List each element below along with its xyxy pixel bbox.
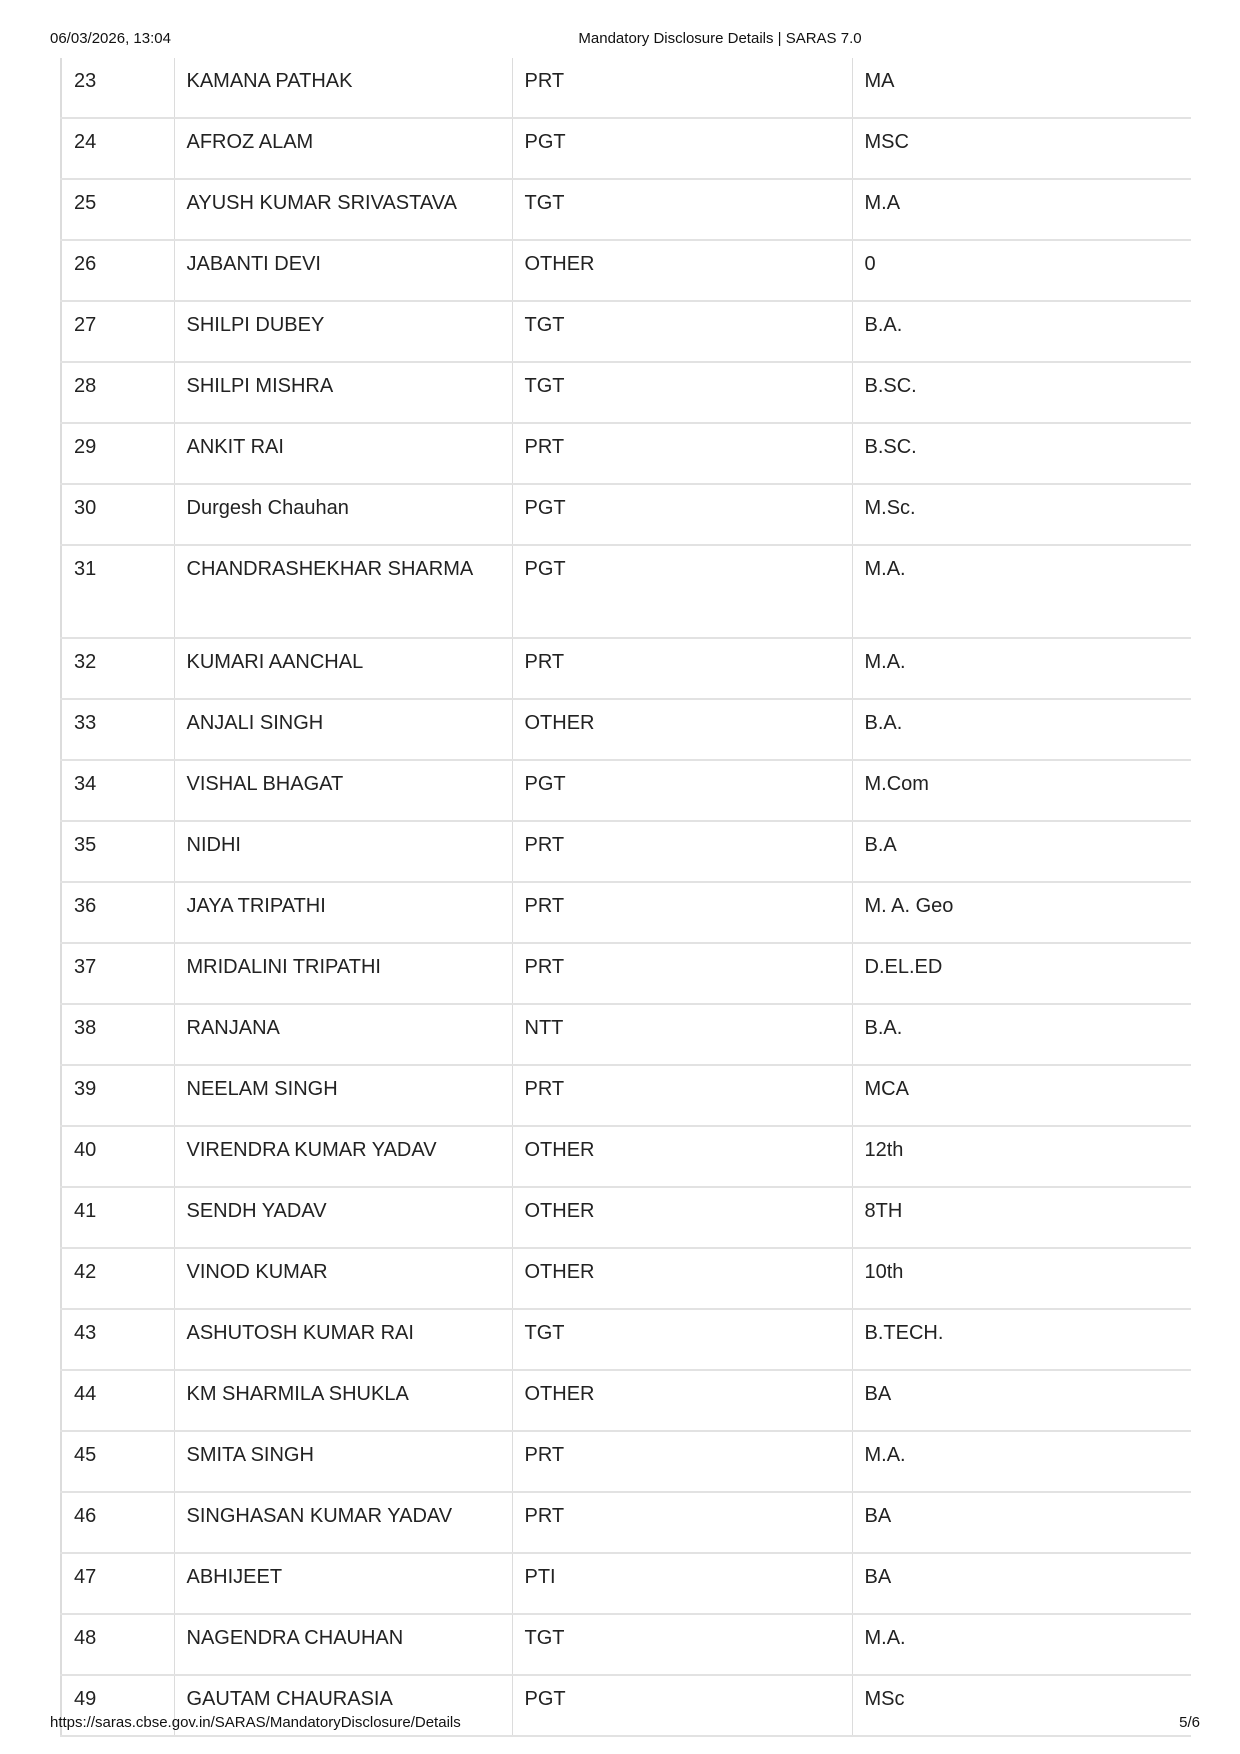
- cell-qualification: M.Sc.: [852, 484, 1191, 545]
- cell-name: NIDHI: [174, 821, 512, 882]
- staff-table: [60, 58, 1191, 1737]
- cell-designation: OTHER: [512, 1126, 852, 1187]
- cell-designation: TGT: [512, 362, 852, 423]
- cell-qualification: MA: [852, 58, 1191, 118]
- cell-sno: 30: [61, 484, 174, 545]
- cell-sno: 26: [61, 240, 174, 301]
- table-row: [61, 118, 1191, 179]
- cell-name: JABANTI DEVI: [174, 240, 512, 301]
- table-row: [61, 699, 1191, 760]
- cell-designation: TGT: [512, 179, 852, 240]
- table-row: [61, 1309, 1191, 1370]
- table-row: [61, 545, 1191, 638]
- cell-name: ANKIT RAI: [174, 423, 512, 484]
- table-row: [61, 943, 1191, 1004]
- table-row: [61, 1370, 1191, 1431]
- table-row: [61, 1004, 1191, 1065]
- table-row: [61, 882, 1191, 943]
- cell-qualification: B.SC.: [852, 362, 1191, 423]
- cell-name: NEELAM SINGH: [174, 1065, 512, 1126]
- cell-sno: 47: [61, 1553, 174, 1614]
- table-row: [61, 1614, 1191, 1675]
- cell-qualification: 12th: [852, 1126, 1191, 1187]
- cell-sno: 43: [61, 1309, 174, 1370]
- cell-designation: NTT: [512, 1004, 852, 1065]
- cell-designation: OTHER: [512, 1370, 852, 1431]
- cell-designation: PRT: [512, 1492, 852, 1553]
- staff-table-container: [60, 58, 1190, 1737]
- table-row: [61, 638, 1191, 699]
- cell-sno: 38: [61, 1004, 174, 1065]
- cell-qualification: M.Com: [852, 760, 1191, 821]
- cell-sno: 49: [61, 1675, 174, 1736]
- cell-designation: PRT: [512, 1431, 852, 1492]
- cell-name: AFROZ ALAM: [174, 118, 512, 179]
- cell-sno: 36: [61, 882, 174, 943]
- print-url: https://saras.cbse.gov.in/SARAS/MandatoryDisclosure/Details: [50, 1714, 461, 1731]
- cell-name: VIRENDRA KUMAR YADAV: [174, 1126, 512, 1187]
- cell-designation: PGT: [512, 118, 852, 179]
- cell-name: ABHIJEET: [174, 1553, 512, 1614]
- cell-qualification: 10th: [852, 1248, 1191, 1309]
- cell-name: KUMARI AANCHAL: [174, 638, 512, 699]
- cell-qualification: M. A. Geo: [852, 882, 1191, 943]
- cell-name: ANJALI SINGH: [174, 699, 512, 760]
- print-page-title: Mandatory Disclosure Details | SARAS 7.0: [578, 30, 862, 47]
- staff-table-body: [61, 58, 1191, 1736]
- cell-qualification: MSc: [852, 1675, 1191, 1736]
- cell-sno: 41: [61, 1187, 174, 1248]
- cell-qualification: M.A.: [852, 1614, 1191, 1675]
- cell-sno: 44: [61, 1370, 174, 1431]
- cell-name: SHILPI DUBEY: [174, 301, 512, 362]
- cell-name: SHILPI MISHRA: [174, 362, 512, 423]
- cell-sno: 42: [61, 1248, 174, 1309]
- cell-qualification: D.EL.ED: [852, 943, 1191, 1004]
- cell-qualification: B.A: [852, 821, 1191, 882]
- cell-designation: TGT: [512, 1309, 852, 1370]
- cell-sno: 37: [61, 943, 174, 1004]
- cell-designation: OTHER: [512, 1187, 852, 1248]
- cell-sno: 23: [61, 58, 174, 118]
- cell-sno: 48: [61, 1614, 174, 1675]
- cell-name: NAGENDRA CHAUHAN: [174, 1614, 512, 1675]
- cell-designation: TGT: [512, 1614, 852, 1675]
- cell-name: VINOD KUMAR: [174, 1248, 512, 1309]
- cell-designation: PGT: [512, 545, 852, 638]
- cell-sno: 39: [61, 1065, 174, 1126]
- cell-qualification: BA: [852, 1370, 1191, 1431]
- table-row: [61, 1431, 1191, 1492]
- cell-qualification: B.TECH.: [852, 1309, 1191, 1370]
- cell-sno: 28: [61, 362, 174, 423]
- cell-designation: PRT: [512, 943, 852, 1004]
- table-row: [61, 58, 1191, 118]
- cell-name: MRIDALINI TRIPATHI: [174, 943, 512, 1004]
- print-page-number: 5/6: [1179, 1714, 1200, 1731]
- cell-sno: 32: [61, 638, 174, 699]
- cell-qualification: B.A.: [852, 699, 1191, 760]
- cell-sno: 27: [61, 301, 174, 362]
- cell-designation: PRT: [512, 638, 852, 699]
- cell-qualification: 8TH: [852, 1187, 1191, 1248]
- table-row: [61, 1248, 1191, 1309]
- cell-designation: OTHER: [512, 240, 852, 301]
- cell-name: Durgesh Chauhan: [174, 484, 512, 545]
- cell-designation: OTHER: [512, 699, 852, 760]
- cell-name: KAMANA PATHAK: [174, 58, 512, 118]
- cell-name: ASHUTOSH KUMAR RAI: [174, 1309, 512, 1370]
- table-row: [61, 484, 1191, 545]
- cell-sno: 45: [61, 1431, 174, 1492]
- table-row: [61, 1187, 1191, 1248]
- cell-designation: PGT: [512, 1675, 852, 1736]
- print-title-wrap: [500, 30, 940, 47]
- cell-name: VISHAL BHAGAT: [174, 760, 512, 821]
- cell-sno: 25: [61, 179, 174, 240]
- cell-qualification: 0: [852, 240, 1191, 301]
- cell-sno: 33: [61, 699, 174, 760]
- cell-name: GAUTAM CHAURASIA: [174, 1675, 512, 1736]
- cell-sno: 34: [61, 760, 174, 821]
- cell-qualification: B.SC.: [852, 423, 1191, 484]
- table-row: [61, 1065, 1191, 1126]
- cell-qualification: M.A.: [852, 545, 1191, 638]
- table-row: [61, 821, 1191, 882]
- cell-qualification: B.A.: [852, 1004, 1191, 1065]
- cell-designation: PRT: [512, 58, 852, 118]
- cell-sno: 35: [61, 821, 174, 882]
- cell-name: RANJANA: [174, 1004, 512, 1065]
- cell-qualification: MSC: [852, 118, 1191, 179]
- cell-name: AYUSH KUMAR SRIVASTAVA: [174, 179, 512, 240]
- cell-designation: OTHER: [512, 1248, 852, 1309]
- cell-designation: PGT: [512, 484, 852, 545]
- table-row: [61, 179, 1191, 240]
- cell-qualification: BA: [852, 1492, 1191, 1553]
- print-footer: [0, 1714, 1240, 1738]
- cell-designation: PGT: [512, 760, 852, 821]
- cell-designation: PRT: [512, 882, 852, 943]
- cell-sno: 40: [61, 1126, 174, 1187]
- cell-qualification: BA: [852, 1553, 1191, 1614]
- cell-name: KM SHARMILA SHUKLA: [174, 1370, 512, 1431]
- table-row: [61, 240, 1191, 301]
- cell-qualification: M.A: [852, 179, 1191, 240]
- cell-designation: PTI: [512, 1553, 852, 1614]
- cell-name: SENDH YADAV: [174, 1187, 512, 1248]
- table-row: [61, 301, 1191, 362]
- table-row: [61, 362, 1191, 423]
- print-header: [0, 30, 1240, 54]
- cell-sno: 31: [61, 545, 174, 638]
- cell-qualification: MCA: [852, 1065, 1191, 1126]
- cell-sno: 46: [61, 1492, 174, 1553]
- cell-sno: 24: [61, 118, 174, 179]
- cell-qualification: M.A.: [852, 638, 1191, 699]
- table-row: [61, 1126, 1191, 1187]
- cell-name: JAYA TRIPATHI: [174, 882, 512, 943]
- cell-designation: PRT: [512, 423, 852, 484]
- cell-name: SMITA SINGH: [174, 1431, 512, 1492]
- print-datetime: 06/03/2026, 13:04: [50, 30, 171, 47]
- cell-qualification: M.A.: [852, 1431, 1191, 1492]
- table-row: [61, 423, 1191, 484]
- cell-name: SINGHASAN KUMAR YADAV: [174, 1492, 512, 1553]
- table-row: [61, 760, 1191, 821]
- cell-name: CHANDRASHEKHAR SHARMA: [174, 545, 512, 638]
- cell-qualification: B.A.: [852, 301, 1191, 362]
- cell-designation: PRT: [512, 821, 852, 882]
- cell-designation: PRT: [512, 1065, 852, 1126]
- table-row: [61, 1553, 1191, 1614]
- cell-sno: 29: [61, 423, 174, 484]
- cell-designation: TGT: [512, 301, 852, 362]
- table-row: [61, 1492, 1191, 1553]
